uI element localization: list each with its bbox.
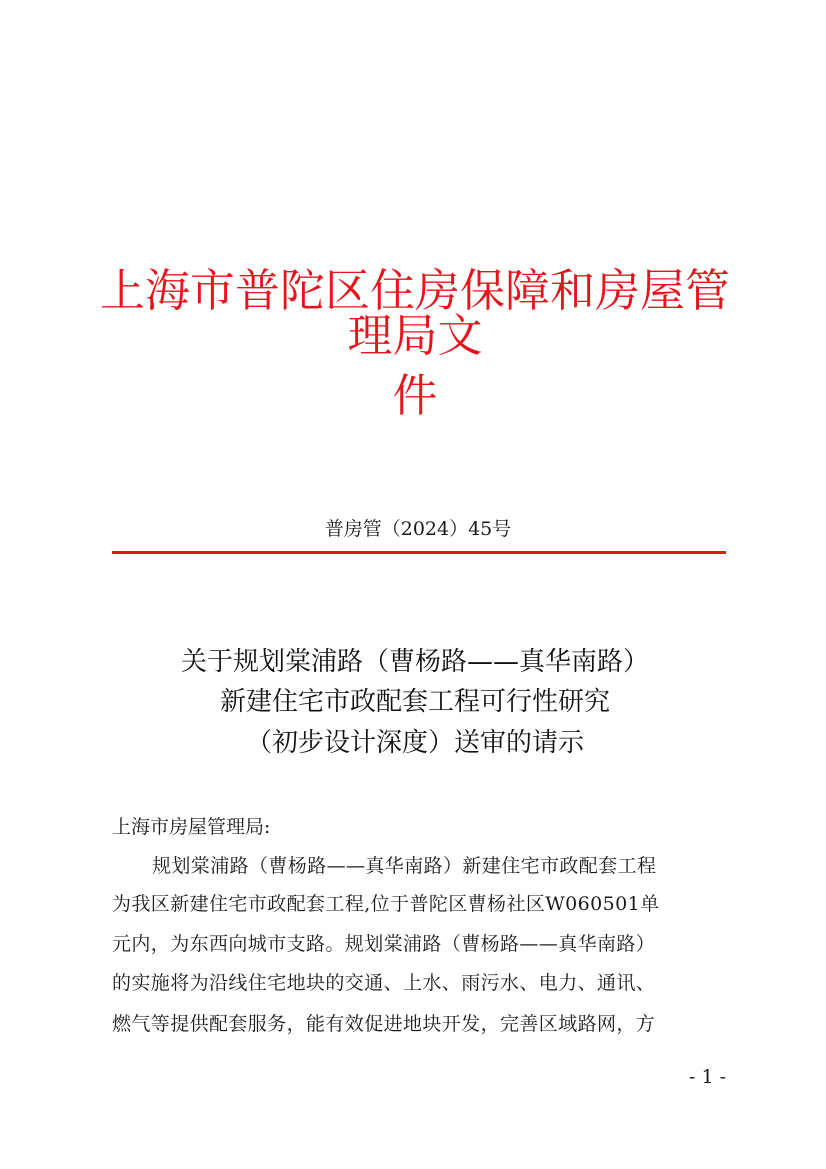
body-line: 的实施将为沿线住宅地块的交通、上水、雨污水、电力、通讯、 — [112, 972, 656, 994]
addressee: 上海市房屋管理局: — [112, 816, 271, 838]
document-number: 普房管（2024）45号 — [324, 518, 512, 540]
body-line: 为我区新建住宅市政配套工程,位于普陀区曹杨社区W060501单 — [112, 893, 660, 915]
subject-line3: （初步设计深度）送审的请示 — [245, 728, 584, 758]
issuing-authority-title-line2: 件 — [392, 369, 438, 422]
subject-line1: 关于规划棠浦路（曹杨路——真华南路） — [180, 647, 649, 677]
issuing-authority-title-line1: 上海市普陀区住房保障和房屋管理局文 — [100, 264, 731, 362]
body-line: 燃气等提供配套服务，能有效促进地块开发，完善区域路网，方 — [112, 1013, 656, 1035]
body-line: 规划棠浦路（曹杨路——真华南路）新建住宅市政配套工程 — [152, 855, 657, 877]
subject-line2: 新建住宅市政配套工程可行性研究 — [219, 687, 610, 717]
red-separator-line — [112, 551, 726, 554]
page-number: - 1 - — [688, 1066, 726, 1088]
body-line: 元内，为东西向城市支路。规划棠浦路（曹杨路——真华南路） — [112, 933, 656, 955]
